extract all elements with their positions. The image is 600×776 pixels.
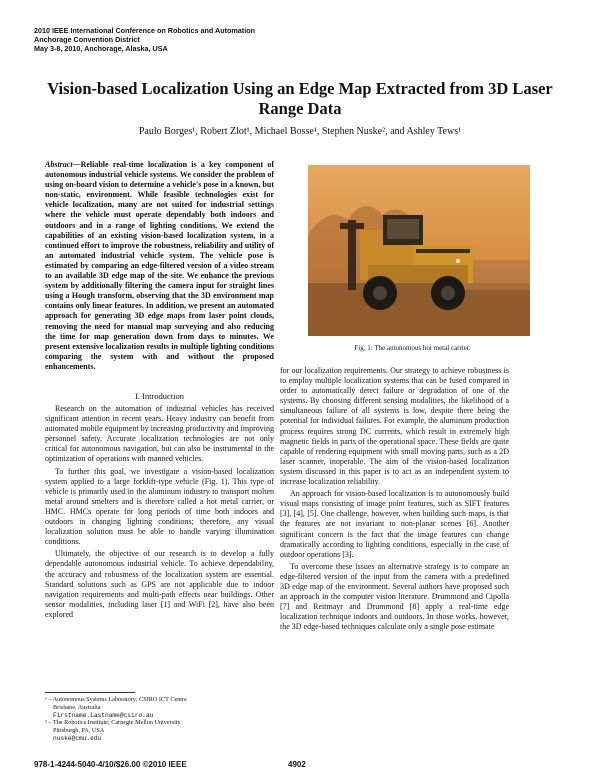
paragraph: To overcome these issues an alternative strategy is to compare an edge-filtered version of the input from the camera with a predefined 3D edge map of the environment. Several authors have proposed such an approach in the computer vision literature. Drummond and Cipolla [7] and Reitmayr and Drummond [8] apply a real-time edge localization technique indoors and outdoors. In those works, however, the 3D edge-based techniques calculate only a single pose estimate [280,561,509,632]
abstract-lead: Abstract [45,160,73,169]
footnote-2-location: Pittsburgh, PA, USA [53,727,105,735]
title-line-1: Vision-based Localization Using an Edge Map Extracted from 3D Laser [47,79,553,98]
title-line-2: Range Data [258,99,342,118]
footnote-1-org: ¹ – Autonomous Systems Laboratory; CSIRO ICT Centre [45,696,187,703]
paragraph: An approach for vision-based localization is to autonomously build visual maps consisting of image point features, such as SIFT features [3], [4], [5]. One challenge, however, when building such maps, is that the features are not invariant to non-planar scenes [6]. Another significant concern is the fact that the image features can change dramatically according to lighting conditions, especially in the case of outdoor operations [3]. [280,489,509,559]
paragraph: for our localization requirements. Our strategy to achieve robustness is to employ multiple localization systems that can be fused compared in order to automatically detect failure or degradation of one of the systems. By choosing different sensing modalities, the likelihood of a simultaneous failure of all systems is low, despite there being the potential for individual failures. For example, the aluminum production process requires strong DC currents, which result in extremely high magnetic fields in parts of the operational space. These fields are quite capable of rendering equipment with small moving parts, such as a 2D laser scanner, inoperable. The aim of the vision-based localization system discussed in this paper is to act as an independent system to increase localization reliability. [280,366,509,487]
hot-metal-carrier-photo [308,165,530,336]
footnote-1-location: Brisbane, Australia [53,703,101,711]
paper-title [40,79,560,119]
page-number: 4902 [288,760,306,769]
author-list: Paulo Borges¹, Robert Zlot¹, Michael Bosse¹, Stephen Nuske², and Ashley Tews¹ [138,126,462,137]
paragraph: Ultimately, the objective of our research is to develop a fully dependable autonomous industrial vehicle. To achieve dependability, the accuracy and robustness of the localization system are essential. Standard solutions such as GPS are not applicable due to indoor navigation requirements and multi-path effects near buildings. Other sensor modalities, including laser [1] and WiFi [2], have also been explored [45,549,274,619]
figure-caption: Fig. 1: The autonomous hot metal carrier. [354,344,471,352]
paragraph: To further this goal, we investigate a vision-based localization system applied to a large forklift-type vehicle (Fig. 1). This type of vehicle is primarily used in the aluminum industry to transport molten metal around smelters and is therefore called a hot metal carrier, or HMC. HMCs operate for long periods of time both indoors and outdoors in changing lighting conditions; therefore, any visual localization solution must be able to handle varying illumination conditions. [45,466,274,547]
header-line-3: May 3-8, 2010, Anchorage, Alaska, USA [34,44,168,53]
footnote-2-email: nuske@cmu.edu [53,734,102,742]
section-heading: I. Introduction [134,391,185,401]
footnote-rule [45,692,135,693]
footnote-1-email: Firstname.Lastname@csiro.au [53,711,154,719]
left-column-body [45,404,274,622]
header-line-1: 2010 IEEE International Conference on Robotics and Automation [34,26,255,35]
footnotes [45,696,274,743]
right-column-body [280,366,509,634]
paragraph: Research on the automation of industrial vehicles has received significant attention in recent years. Heavy industry can benefit from automated mobile equipment by increasing productivity and improving personnel safety. Accurate localization technologies are not only critical for autonomous navigation, but can also be instrumental in the optimization of operations with manned vehicles. [45,404,274,464]
conference-header [34,26,255,53]
abstract-text: Reliable real-time localization is a key component of autonomous industrial vehicle systems. We consider the problem of using on-board vision to determine a vehicle's pose in a known, but non-static, environment. While feasible technologies exist for vehicle localization, many are not suited for industrial settings where the vehicle must operate dependably both indoors and outdoors and in a range of lighting conditions. We extend the capabilities of an existing vision-based localization system, in a continued effort to improve the robustness, reliability and utility of an automated industrial vehicle system. The vehicle pose is estimated by comparing an edge-filtered version of a video stream to an available 3D edge map of the site. We enhance the previous system by additionally filtering the camera input for straight lines using a Hough transform, observing that the 3D environment map contains only linear features. In addition, we present an automated approach for generating 3D edge maps from laser point clouds, removing the need for manual map surveying and also reducing the time for map generation down from days to minutes. We present extensive localization results in multiple lighting conditions comparing the system with and without the proposed enhancements. [45,160,274,371]
isbn-copyright: 978-1-4244-5040-4/10/$26.00 ©2010 IEEE [34,760,187,769]
abstract [45,160,274,372]
abstract-dash: — [72,160,81,169]
header-line-2: Anchorage Convention District [34,35,140,44]
footnote-2-org: ² – The Robotics Institute; Carnegie Mellon University [45,719,181,727]
